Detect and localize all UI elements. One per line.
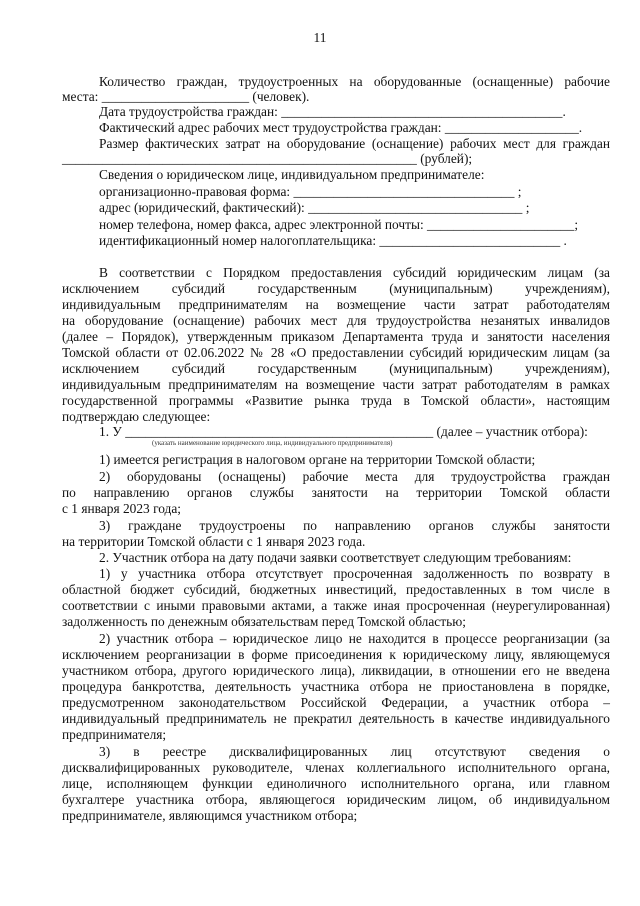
text-line: адрес (юридический, фактический): ________________________________ ;	[99, 200, 530, 215]
text-line: дисквалифицированных руководителе, членах коллегиального исполнительного органа,	[62, 760, 610, 775]
text-line: _____________________________________________________ (рублей);	[62, 151, 473, 166]
text-line: на территории Томской области с 1 января 2023 года.	[62, 534, 366, 549]
text-line: областной бюджет субсидий, бюджетных инвестиций, предоставленных в том числе в	[62, 582, 610, 597]
text-line: государственной программы «Развитие рынка труда в Томской области», настоящим	[62, 393, 610, 408]
text-line: исключением субсидий государственным (муниципальным) учреждениям),	[62, 281, 610, 296]
text-line: предпринимателя;	[62, 727, 167, 742]
text-line: индивидуальным предпринимателям на возмещение части затрат работодателям	[62, 297, 610, 312]
text-line: исключением реорганизации в форме присоединения к юридическому лицу, являющемуся	[62, 647, 610, 662]
page-number: 11	[313, 30, 327, 45]
text-line: задолженность по денежным обязательствам перед Томской областью;	[62, 614, 466, 629]
text-line: предусмотренном законодательством Российской Федерации, а участник отбора –	[62, 695, 610, 710]
text-line: лице, исполняющем функции единоличного исполнительного органа, или главном	[62, 776, 610, 791]
text-line: Сведения о юридическом лице, индивидуальном предпринимателе:	[99, 167, 485, 182]
text-line: подтверждаю следующее:	[62, 409, 211, 424]
text-line: Томской области от 02.06.2022 № 28 «О предоставлении субсидий юридическим лицам (за	[62, 345, 610, 360]
text-line: исключением субсидий государственным (муниципальным) учреждениям),	[62, 361, 610, 376]
text-line: соответствии с иными правовыми актами, а также иная просроченная (неурегулированная)	[62, 598, 610, 613]
text-line: индивидуальным предпринимателям на возмещение части затрат работодателям в рамках	[62, 377, 610, 392]
text-line: Дата трудоустройства граждан: __________________________________________.	[99, 104, 566, 119]
text-line: участником отбора, другого юридического лица), ликвидации, в отношении его не введена	[62, 663, 610, 678]
text-line: 2) оборудованы (оснащены) рабочие места для трудоустройства граждан	[99, 469, 610, 484]
text-line: 2) участник отбора – юридическое лицо не находится в процессе реорганизации (за	[99, 631, 610, 646]
text-line: процедура банкротства, деятельность участника отбора не приостановлена в порядке,	[62, 679, 610, 694]
text-line: 3) в реестре дисквалифицированных лиц отсутствуют сведения о	[99, 744, 610, 759]
text-line: идентификационный номер налогоплательщика: ___________________________ .	[99, 233, 567, 248]
text-line: по направлению органов службы занятости на территории Томской области	[62, 485, 610, 500]
text-line: 1) у участника отбора отсутствует просроченная задолженность по возврату в	[99, 566, 610, 581]
text-line: (далее – Порядок), утвержденным приказом Департамента труда и занятости населения	[62, 329, 610, 344]
text-line: 2. Участник отбора на дату подачи заявки соответствует следующим требованиям:	[99, 550, 572, 565]
text-line: 1. У ______________________________________________ (далее – участник отбора):	[99, 424, 588, 439]
text-line: 3) граждане трудоустроены по направлению органов службы занятости	[99, 518, 610, 533]
text-line: предпринимателе, являющимся участником отбора;	[62, 808, 358, 823]
text-line: с 1 января 2023 года;	[62, 501, 182, 516]
text-line: бухгалтере участника отбора, являющегося юридическим лицом, об индивидуальном	[62, 792, 610, 807]
text-line: Количество граждан, трудоустроенных на оборудованные (оснащенные) рабочие	[99, 74, 610, 89]
text-line: номер телефона, номер факса, адрес электронной почты: ______________________;	[99, 217, 579, 232]
text-line: Фактический адрес рабочих мест трудоустройства граждан: ____________________.	[99, 120, 583, 135]
text-line: места: ______________________ (человек).	[62, 89, 310, 104]
text-line: индивидуальный предприниматель не прекратил деятельность в качестве индивидуального	[62, 711, 610, 726]
text-line: организационно-правовая форма: _________________________________ ;	[99, 184, 522, 199]
text-line: Размер фактических затрат на оборудование (оснащение) рабочих мест для граждан	[99, 136, 610, 151]
text-line: на оборудование (оснащение) рабочих мест для трудоустройства незанятых инвалидов	[62, 313, 610, 328]
text-line: 1) имеется регистрация в налоговом органе на территории Томской области;	[99, 452, 536, 467]
text-line: В соответствии с Порядком предоставления субсидий юридическим лицам (за	[99, 265, 610, 280]
field-caption: (указать наименование юридического лица, индивидуального предпринимателя)	[152, 439, 393, 447]
